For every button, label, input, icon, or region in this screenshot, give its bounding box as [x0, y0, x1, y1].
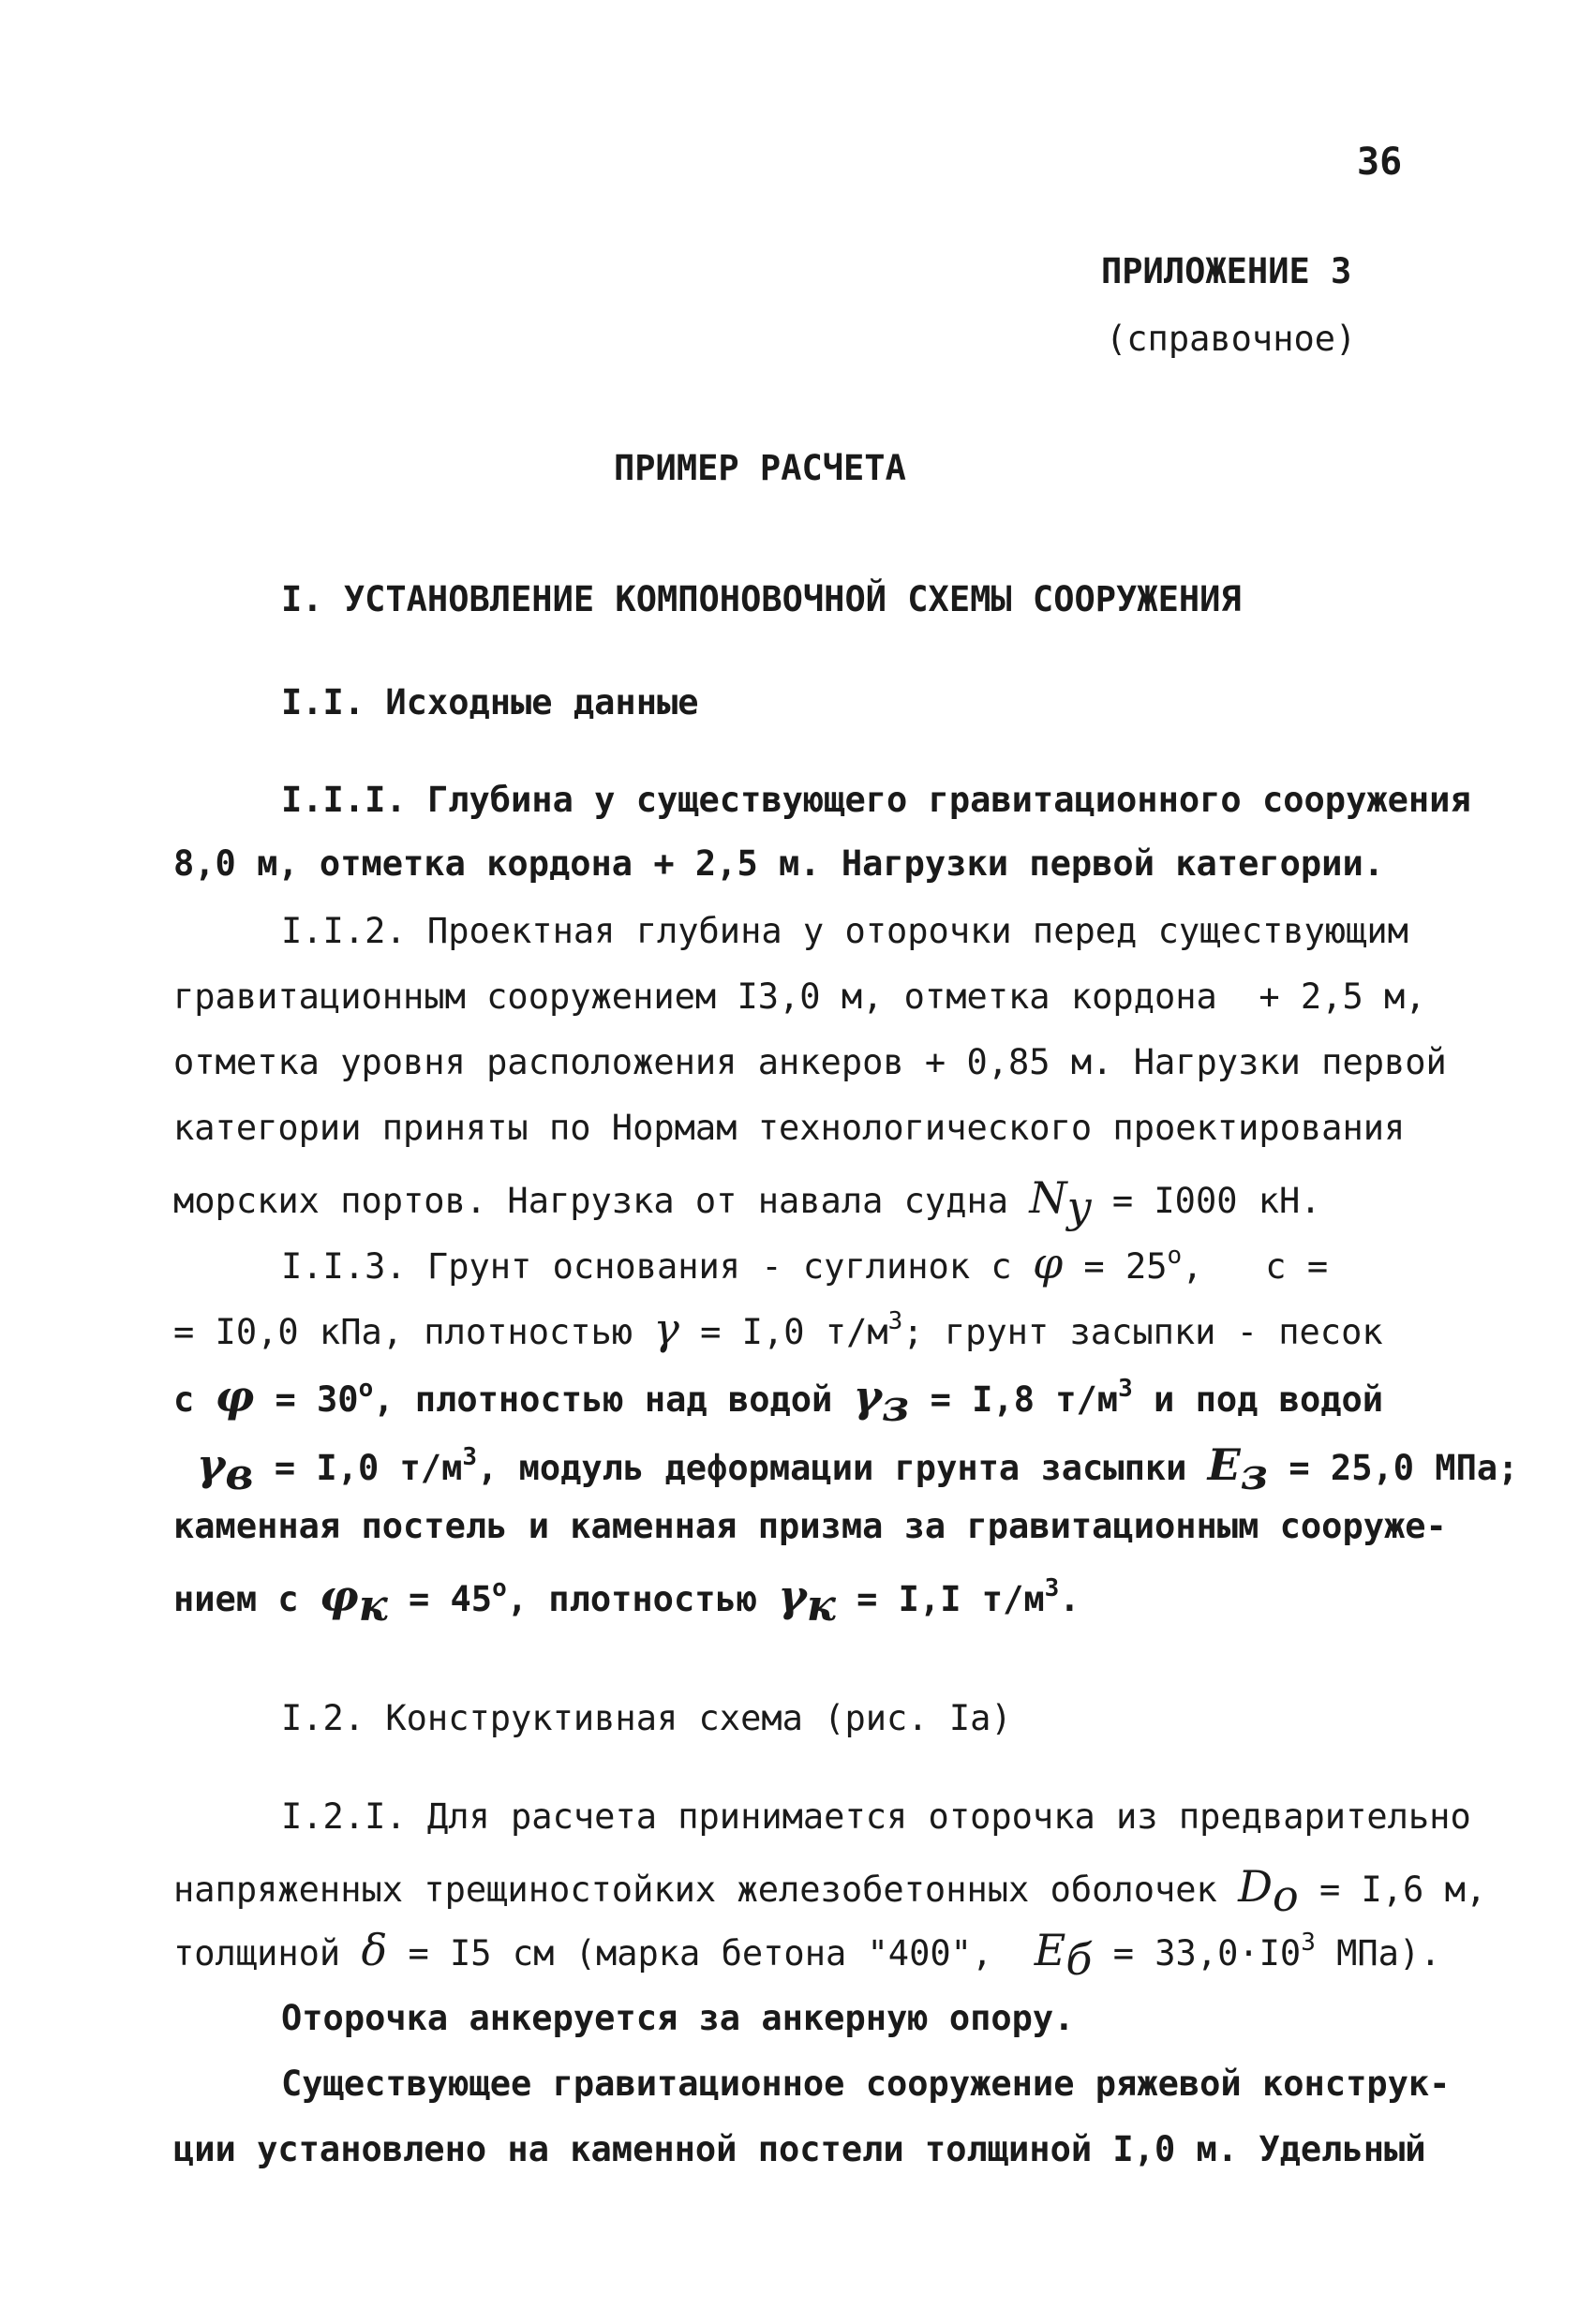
page-number: 36: [1357, 141, 1403, 184]
paragraph-line: Оторочка анкеруется за анкерную опору.: [281, 1998, 1075, 2038]
appendix-note: (справочное): [1106, 319, 1357, 359]
paragraph-line: толщиной δ = I5 см (марка бетона "400", $E_б = 33,0\cdot I0^3$ МПа).: [173, 1925, 1441, 1985]
paragraph-line: I.I.2. Проектная глубина у оторочки перед существующим: [281, 911, 1408, 951]
paragraph-line: I.2.I. Для расчета принимается оторочка из предварительно: [281, 1796, 1471, 1837]
section-heading: I. УСТАНОВЛЕНИЕ КОМПОНОВОЧНОЙ СХЕМЫ СООРУЖЕНИЯ: [281, 579, 1242, 619]
paragraph-line: нием с $\varphi_к = 45^o$, плотностью $\gamma_к = I,I$ $т/м^3$.: [173, 1571, 1080, 1631]
paragraph-line: 8,0 м, отметка кордона + 2,5 м. Нагрузки первой категории.: [173, 843, 1385, 884]
subsection-heading: I.I. Исходные данные: [281, 682, 699, 723]
paragraph-line: с $\varphi = 30^o$, плотностью над водой $\gamma_з = I,8$ $т/м^3$ и под водой: [173, 1371, 1384, 1431]
paragraph-line: напряженных трещиностойких железобетонных оболочек $D_o = I,6$ м,: [173, 1861, 1487, 1921]
appendix-title: ПРИЛОЖЕНИЕ 3: [1101, 251, 1352, 291]
paragraph-line: Существующее гравитационное сооружение ряжевой конструк-: [281, 2063, 1451, 2104]
paragraph-line: $\gamma_в = I,0$ $т/м^3$, модуль деформации грунта засыпки $E_з = 25,0$ МПа;: [197, 1439, 1519, 1499]
paragraph-line: ции установлено на каменной постели толщиной I,0 м. Удельный: [173, 2129, 1426, 2169]
subsection-heading: I.2. Конструктивная схема (рис. Iа): [281, 1698, 1012, 1738]
paragraph-line: гравитационным сооружением I3,0 м, отметка кордона + 2,5 м,: [173, 976, 1426, 1017]
paragraph-line: морских портов. Нагрузка от навала судна $N_y = I000$ кН.: [173, 1172, 1321, 1232]
paragraph-line: = I0,0 кПа, плотностью γ = I,0 $т/м^3$; грунт засыпки - песок: [173, 1304, 1383, 1354]
paragraph-line: каменная постель и каменная призма за гравитационным сооруже-: [173, 1506, 1447, 1546]
paragraph-line: категории приняты по Нормам технологического проектирования: [173, 1108, 1406, 1148]
paragraph-line: I.I.I. Глубина у существующего гравитационного сооружения: [281, 780, 1471, 820]
paragraph-line: отметка уровня расположения анкеров + 0,85 м. Нагрузки первой: [173, 1042, 1447, 1082]
document-title: ПРИМЕР РАСЧЕТА: [614, 448, 906, 488]
paragraph-line: I.I.3. Грунт основания - суглинок с $\varphi = 25^o$, c =: [281, 1238, 1329, 1289]
